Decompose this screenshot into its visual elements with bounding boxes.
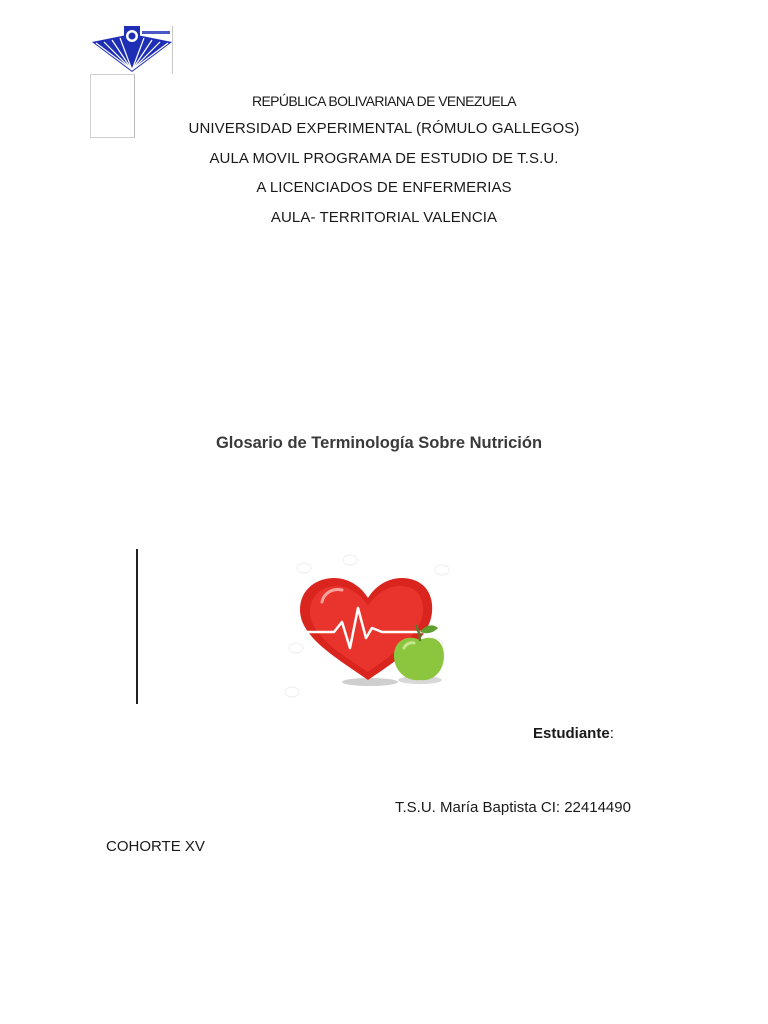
header-line-classroom: AULA- TERRITORIAL VALENCIA — [270, 209, 498, 226]
left-divider — [136, 549, 138, 704]
student-label-colon: : — [609, 725, 614, 742]
cohort-label: COHORTE XV — [106, 838, 205, 855]
heart-apple-icon — [282, 552, 460, 702]
university-logo-icon — [88, 22, 176, 74]
logo-divider — [172, 26, 173, 74]
header-line-republic: REPÚBLICA BOLIVARIANA DE VENEZUELA — [251, 93, 517, 109]
header-line-university: UNIVERSIDAD EXPERIMENTAL (RÓMULO GALLEGOS) — [188, 120, 580, 137]
header-line-degree: A LICENCIADOS DE ENFERMERIAS — [256, 179, 512, 196]
document-title: Glosario de Terminología Sobre Nutrición — [215, 434, 543, 452]
header-line-program: AULA MOVIL PROGRAMA DE ESTUDIO DE T.S.U. — [209, 150, 559, 167]
student-label-row — [533, 725, 614, 743]
student-name: T.S.U. María Baptista CI: 22414490 — [395, 799, 631, 816]
student-label: Estudiante — [533, 725, 610, 742]
